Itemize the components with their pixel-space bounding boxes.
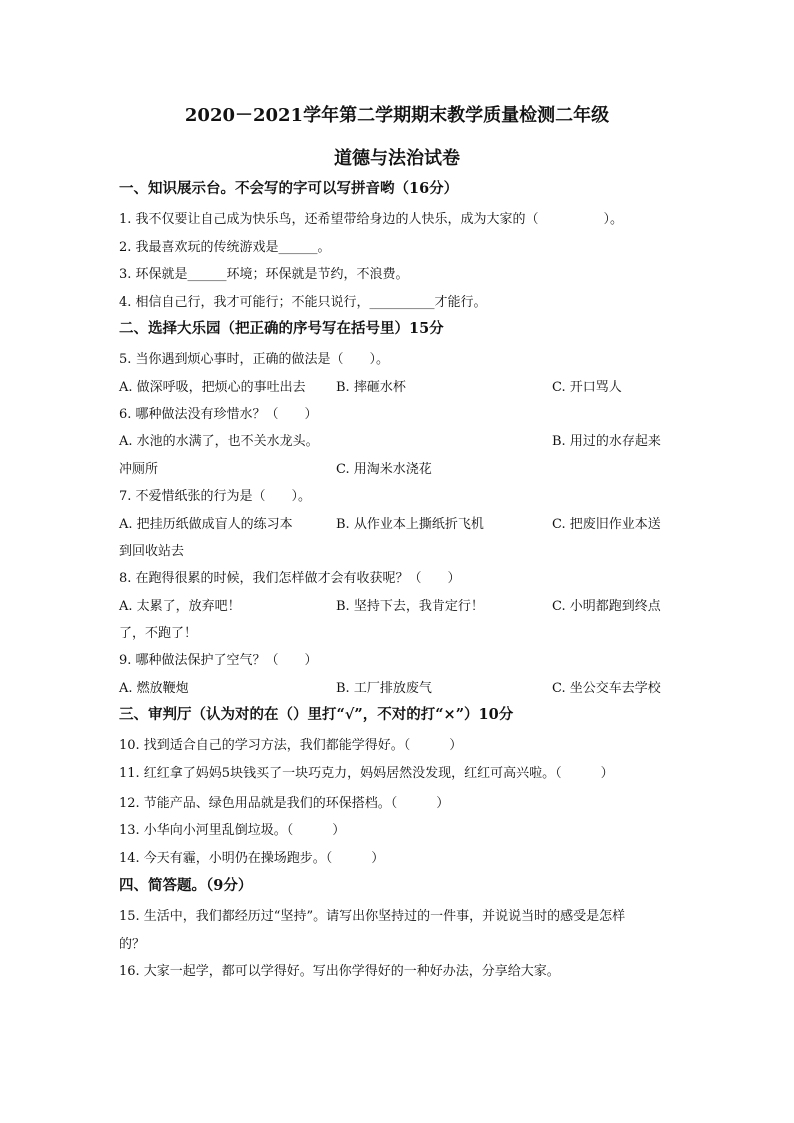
section3-heading: 三、审判厅（认为对的在（）里打“√”，不对的打“×”）10分 [119, 706, 514, 723]
question-15-cont: 的？ [119, 937, 146, 952]
option-9c: C. 坐公交车去学校 [552, 681, 661, 696]
option-9a: A. 燃放鞭炮 [119, 681, 189, 696]
section2-heading: 二、选择大乐园（把正确的序号写在括号里）15分 [119, 320, 444, 337]
option-5c: C. 开口骂人 [552, 380, 622, 395]
section1-heading: 一、知识展示台。不会写的字可以写拼音哟（16分） [119, 180, 459, 197]
question-3: 3. 环保就是______环境；环保就是节约，不浪费。 [119, 267, 409, 282]
question-16: 16. 大家一起学，都可以学得好。写出你学得好的一种好办法，分享给大家。 [119, 964, 560, 979]
question-8: 8. 在跑得很累的时候，我们怎样做才会有收获呢？（ ） [119, 571, 461, 586]
option-9b: B. 工厂排放废气 [336, 681, 432, 696]
option-6b: B. 用过的水存起来 [552, 434, 661, 449]
option-7b: B. 从作业本上撕纸折飞机 [336, 517, 484, 532]
option-5a: A. 做深呼吸，把烦心的事吐出去 [119, 380, 306, 395]
question-9: 9. 哪种做法保护了空气？（ ） [119, 653, 318, 668]
question-4: 4. 相信自己行，我才可能行；不能只说行，__________才能行。 [119, 295, 487, 310]
question-1: 1. 我不仅要让自己成为快乐鸟，还希望带给身边的人快乐，成为大家的（ ）。 [119, 212, 624, 227]
question-13: 13. 小华向小河里乱倒垃圾。（ ） [119, 823, 346, 838]
question-5: 5. 当你遇到烦心事时，正确的做法是（ ）。 [119, 352, 390, 367]
option-8c: C. 小明都跑到终点 [552, 599, 661, 614]
option-7c: C. 把废旧作业本送 [552, 517, 661, 532]
question-14: 14. 今天有霾，小明仍在操场跑步。（ ） [119, 851, 385, 866]
question-7: 7. 不爱惜纸张的行为是（ ）。 [119, 489, 312, 504]
question-6: 6. 哪种做法没有珍惜水？（ ） [119, 407, 318, 422]
option-6c: C. 用淘米水浇花 [336, 462, 432, 477]
exam-title: 2020－2021学年第二学期期末教学质量检测二年级 [184, 105, 610, 126]
option-8c-cont: 了，不跑了！ [119, 626, 198, 641]
question-15: 15. 生活中，我们都经历过“坚持”。请写出你坚持过的一件事，并说说当时的感受是怎样 [119, 909, 626, 924]
option-8a: A. 太累了，放弃吧！ [119, 599, 241, 614]
question-2: 2. 我最喜欢玩的传统游戏是______。 [119, 240, 331, 255]
exam-subtitle: 道德与法治试卷 [334, 148, 460, 169]
section4-heading: 四、简答题。（9分） [119, 877, 253, 894]
option-6a: A. 水池的水满了，也不关水龙头。 [119, 434, 319, 449]
option-6b-cont: 冲厕所 [119, 462, 159, 477]
option-8b: B. 坚持下去，我肯定行！ [336, 599, 484, 614]
question-11: 11. 红红拿了妈妈5块钱买了一块巧克力，妈妈居然没发现，红红可高兴啦。（ ） [119, 766, 614, 781]
question-10: 10. 找到适合自己的学习方法，我们都能学得好。（ ） [119, 738, 463, 753]
question-12: 12. 节能产品、绿色用品就是我们的环保搭档。（ ） [119, 796, 450, 811]
option-7a: A. 把挂历纸做成盲人的练习本 [119, 517, 293, 532]
option-7c-cont: 到回收站去 [119, 544, 185, 559]
option-5b: B. 摔砸水杯 [336, 380, 406, 395]
